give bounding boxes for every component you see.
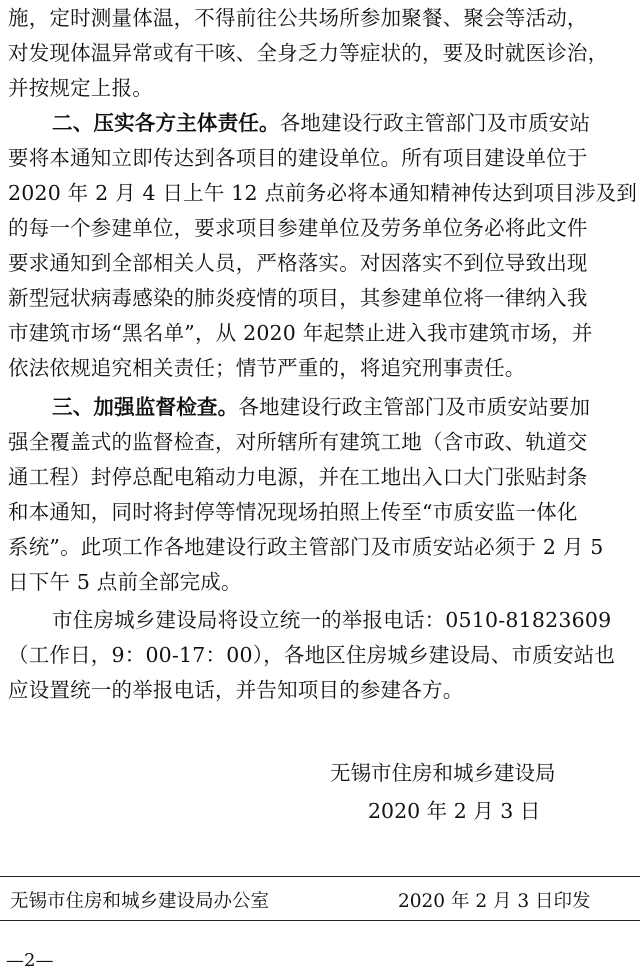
paragraph-line: 日下午 5 点前全部完成。 (8, 570, 242, 594)
section-2-first-line-text: 各地建设行政主管部门及市质安站 (279, 111, 591, 135)
footer-print-date: 2020 年 2 月 3 日印发 (398, 891, 591, 912)
paragraph-line: 系统”。此项工作各地建设行政主管部门及市质安站必须于 2 月 5 (8, 535, 604, 559)
section-2-heading: 二、压实各方主体责任。 (52, 111, 280, 135)
section-3-first-line-text: 各地建设行政主管部门及市质安站要加 (238, 395, 591, 419)
paragraph-line: 并按规定上报。 (8, 76, 153, 100)
section-2-first-line (52, 107, 590, 139)
paragraph-line: 强全覆盖式的监督检查，对所辖所有建筑工地（含市政、轨道交 (8, 430, 588, 454)
paragraph-line: 要将本通知立即传达到各项目的建设单位。所有项目建设单位于 (8, 146, 588, 170)
signature-date: 2020 年 2 月 3 日 (368, 799, 541, 823)
page-number: —2— (6, 950, 54, 971)
paragraph-line: 的每一个参建单位，要求项目参建单位及劳务单位务必将此文件 (8, 216, 588, 240)
paragraph-line: 施，定时测量体温，不得前往公共场所参加聚餐、聚会等活动， (8, 6, 588, 30)
paragraph-line: 2020 年 2 月 4 日上午 12 点前务必将本通知精神传达到项目涉及到 (8, 181, 638, 205)
paragraph-line: （工作日，9：00-17：00），各地区住房城乡建设局、市质安站也 (8, 643, 616, 667)
paragraph-line: 应设置统一的举报电话，并告知项目的参建各方。 (8, 678, 464, 702)
section-3-heading: 三、加强监督检查。 (52, 395, 239, 419)
footer-issuer: 无锡市住房和城乡建设局办公室 (10, 891, 270, 912)
footer-top-rule (0, 876, 640, 877)
paragraph-line: 和本通知，同时将封停等情况现场拍照上传至“市质安监一体化 (8, 500, 578, 524)
paragraph-line: 通工程）封停总配电箱动力电源，并在工地出入口大门张贴封条 (8, 465, 588, 489)
paragraph-line: 依法依规追究相关责任；情节严重的，将追究刑事责任。 (8, 356, 526, 380)
paragraph-line: 新型冠状病毒感染的肺炎疫情的项目，其参建单位将一律纳入我 (8, 286, 588, 310)
paragraph-line: 市建筑市场“黑名单”，从 2020 年起禁止进入我市建筑市场，并 (8, 321, 593, 345)
signature-organization: 无锡市住房和城乡建设局 (330, 761, 556, 785)
section-3-first-line (52, 391, 590, 423)
paragraph-line: 对发现体温异常或有干咳、全身乏力等症状的，要及时就医诊治， (8, 41, 609, 65)
footer-bottom-rule (0, 920, 640, 921)
hotline-first-line: 市住房城乡建设局将设立统一的举报电话：0510-81823609 (52, 608, 612, 632)
paragraph-line: 要求通知到全部相关人员，严格落实。对因落实不到位导致出现 (8, 251, 588, 275)
